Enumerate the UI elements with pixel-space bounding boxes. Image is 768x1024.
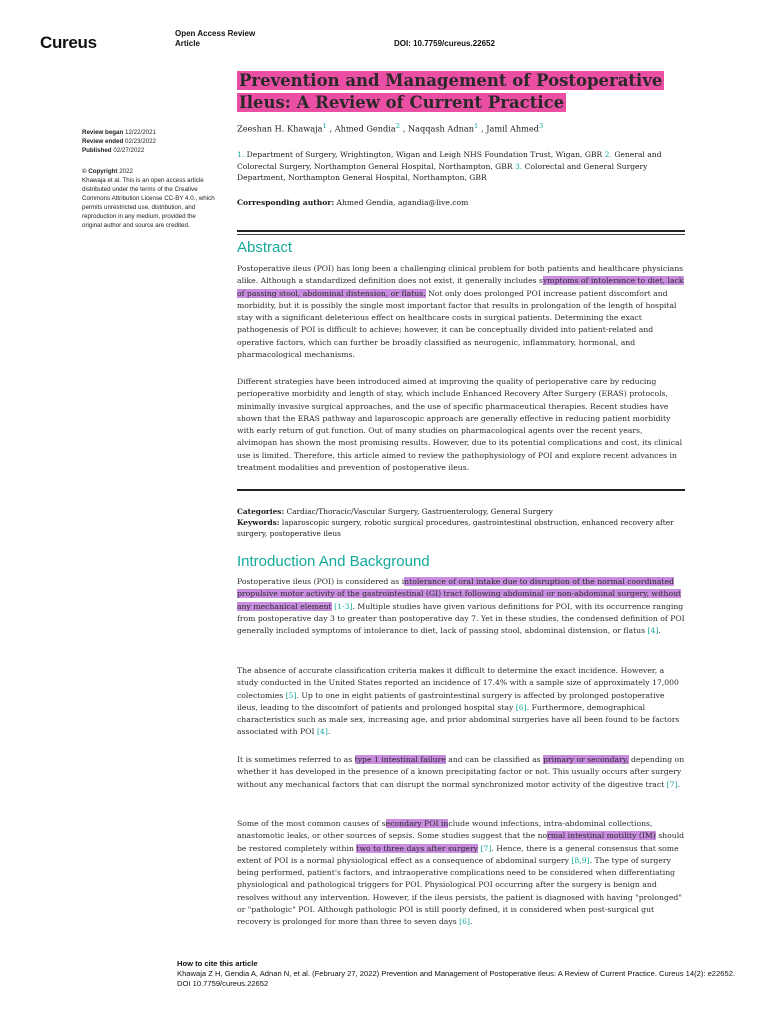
highlighted-text: ntolerance of oral intake due to disruption of the normal coordinated propulsive motor activity of the gastrointestinal (GI) tract following abdominal or non-abdominal surgery, without any mechanical element	[237, 577, 682, 611]
categories-label: Categories:	[237, 507, 285, 516]
text-run: .	[327, 727, 331, 737]
affiliation-number: 2.	[604, 150, 612, 159]
text-run: clude wound infections, intra-abdominal collections, anastomotic leaks, or other sources of sepsis. Some studies suggest that the no	[237, 819, 653, 841]
doi-header[interactable]: DOI: 10.7759/cureus.22652	[394, 39, 495, 48]
categories-block	[237, 506, 685, 539]
license-text: Khawaja et al. This is an open access article distributed under the terms of the Creative Commons Attribution License CC-BY 4.0., which permits unrestricted use, distribution, and reproduction in any medium, provided the original author and source are credited.	[82, 177, 215, 229]
corresponding-author	[237, 198, 468, 207]
highlighted-text: econdary POI in	[385, 819, 449, 828]
affiliation-text: Colorectal and General Surgery Department, Northampton General Hospital, Northampton, GBR	[237, 161, 648, 182]
text-run: Postoperative ileus (POI) has long been a challenging clinical problem for both patients and healthcare physicians alike. Although a standardized definition does not exist, it generally includes s	[237, 264, 684, 286]
keywords-label: Keywords:	[237, 518, 280, 527]
author-name[interactable]: Zeeshan H. Khawaja	[237, 123, 323, 134]
text-run: . Up to one in eight patients of gastrointestinal surgery is affected by prolonged postoperative ileus, leading to the discomfort of patients and prolonged hospital stay	[237, 690, 665, 712]
cite-heading: How to cite this article	[177, 959, 258, 968]
author-separator: ,	[478, 123, 487, 134]
text-run: .	[677, 779, 681, 789]
divider	[237, 234, 685, 235]
citation-link[interactable]: [6]	[459, 917, 470, 926]
author-name[interactable]: Jamil Ahmed	[486, 123, 539, 134]
author-name[interactable]: Ahmed Gendia	[334, 123, 396, 134]
affiliation-text: Department of Surgery, Wrightington, Wigan and Leigh NHS Foundation Trust, Wigan, GBR	[246, 150, 603, 159]
corresponding-value[interactable]: Ahmed Gendia, agandia@live.com	[336, 198, 469, 207]
article-type-line2: Article	[175, 39, 200, 48]
author-affil-sup: 2	[395, 122, 401, 130]
citation-link[interactable]: [8,9]	[571, 855, 590, 865]
citation-link[interactable]: [4]	[647, 626, 659, 635]
highlighted-text: rmal intestinal motility (IM)	[547, 831, 656, 841]
text-run: . Multiple studies have given various definitions for POI, with its occurrence ranging from postoperative day 3 to greater than postoperative day 7. Yet in these studies, the condensed definition of POI generally included symptoms of intolerance to diet, lack of passing stool, abdominal distension, or flatus	[237, 601, 685, 635]
published-label: Published	[82, 147, 112, 154]
published-date: 02/27/2022	[113, 147, 145, 154]
citation-link[interactable]: [1-3]	[331, 601, 353, 611]
text-run: . The type of surgery being performed, patient's factors, and intraoperative complications need to be considered when differentiating physiological and pathological triggers for POI. Physiological POI occurring after the surgery is benign and resolves without any intervention. However, if the ileus persists, the patient is diagnosed with having "prolonged" or "pathologic" POI. Although pathologic POI is still poorly defined, it is considered when post-surgical gut recovery is prolonged for more than three to seven days	[237, 855, 682, 926]
text-run: Some of the most common causes of s	[237, 819, 386, 828]
abstract-paragraph-1	[237, 263, 685, 361]
highlighted-text: type 1 intestinal failure	[354, 755, 446, 764]
author-name[interactable]: Naqqash Adnan	[407, 123, 475, 134]
article-title	[237, 70, 677, 114]
review-began	[82, 128, 217, 137]
author-affil-sup: 1	[474, 122, 479, 130]
author-list	[237, 122, 543, 134]
intro-paragraph-2	[237, 665, 685, 739]
divider	[237, 489, 685, 491]
categories-value[interactable]: Cardiac/Thoracic/Vascular Surgery, Gastroenterology, General Surgery	[286, 507, 553, 516]
copyright-label: © Copyright	[82, 168, 118, 175]
title-line2: Ileus: A Review of Current Practice	[239, 93, 565, 112]
text-run: . Furthermore, demographical characteristics such as male sex, increasing age, and prior abdominal surgeries have all been found to be factors associated with POI	[237, 702, 680, 737]
abstract-paragraph-2: Different strategies have been introduced aimed at improving the quality of perioperative care by reducing perioperative morbidity and length of stay, which include Enhanced Recovery After Surgery (ERAS) protocols, minimally invasive surgical approaches, and the use of specific pharmaceutical therapies. Recent studies have shown that the ERAS pathway and laparoscopic approach are generally effective in reducing patient morbidity with early return of gut function. Out of many studies on pharmacological agents over the recent years, alvimopan has shown the most promising results. However, due to its potential complications and cost, its clinical use is limited. Therefore, this article aimed to review the pathophysiology of POI and explore recent advances in treatment modalities and prevention of postoperative ileus.	[237, 377, 683, 472]
highlighted-text: two to three days after surgery	[356, 843, 479, 853]
text-run: The absence of accurate classification criteria makes it difficult to determine the exact incidence. However, a study conducted in the United States reported an incidence of 17.4% with a sample size of approximately 17,000 colectomies	[237, 666, 679, 700]
cite-text: Khawaja Z H, Gendia A, Adnan N, et al. (February 27, 2022) Prevention and Management of Postoperative Ileus: A Review of Current Practice. Cureus 14(2): e22652. DOI 10.7759/cureus.22652	[177, 969, 736, 988]
copyright-block	[82, 167, 217, 230]
review-began-label: Review began	[82, 129, 124, 136]
affiliation-number: 3.	[514, 161, 523, 171]
highlighted-text: primary or secondary,	[543, 755, 629, 764]
published	[82, 146, 217, 155]
citation-link[interactable]: [6]	[515, 702, 527, 712]
how-to-cite	[177, 959, 747, 989]
keywords-value: laparoscopic surgery, robotic surgical procedures, gastrointestinal obstruction, enhanced recovery after surgery, postoperative ileus	[237, 518, 674, 538]
article-type-line1: Open Access Review	[175, 29, 256, 38]
affiliations	[237, 149, 667, 184]
text-run: It is sometimes referred to as	[237, 755, 355, 764]
review-dates	[82, 128, 217, 155]
author-affil-sup: 1	[322, 122, 327, 130]
divider	[237, 230, 685, 232]
introduction-heading: Introduction And Background	[237, 553, 430, 570]
citation-link[interactable]: [7]	[478, 843, 492, 853]
author-affil-sup: 3	[539, 122, 544, 130]
copyright-year: 2022	[119, 168, 133, 175]
review-ended-date: 02/23/2022	[125, 138, 156, 145]
affiliation-number: 1.	[237, 150, 245, 159]
text-run: Postoperative ileus (POI) is considered as i	[237, 577, 405, 586]
citation-link[interactable]: [7]	[666, 779, 678, 789]
review-began-date: 12/22/2021	[125, 129, 156, 136]
text-run: .	[469, 917, 473, 926]
text-run: Not only does prolonged POI increase patient discomfort and morbidity, but it is possibly the single most important factor that results in prolongation of the length of hospital stay with a significant deleterious effect on healthcare costs in surgical patients. Determining the exact pathogenesis of POI is difficult to achieve; however, it can be conceptually divided into patient-related and operative factors, which can further be broadly classified as neurogenic, inflammatory, hormonal, and pharmacological mechanisms.	[237, 288, 677, 359]
text-run: should be restored completely within	[237, 831, 685, 853]
corresponding-label: Corresponding author:	[237, 198, 335, 207]
article-type	[175, 29, 255, 49]
text-run: and can be classified as	[445, 755, 544, 764]
review-ended-label: Review ended	[82, 138, 124, 145]
abstract-heading: Abstract	[237, 239, 293, 256]
highlighted-text: ymptoms of intolerance to diet, lack of passing stool, abdominal distension, or flatus.	[237, 276, 684, 298]
affiliation-text: General and Colorectal Surgery, Northampton General Hospital, Northampton, GBR	[237, 150, 662, 171]
text-run: .	[658, 626, 661, 635]
text-run: . Hence, there is a general consensus that some extent of POI is a normal physiological effect as a consequence of abdominal surgery	[237, 843, 679, 865]
author-separator: ,	[326, 123, 335, 134]
title-line1: Prevention and Management of Postoperative	[239, 71, 663, 90]
review-ended	[82, 137, 217, 146]
text-run: depending on whether it has developed in the presence of a known precipitating factor or not. This usually occurs after surgery without any mechanical factors that can disrupt the normal synchronized motor activity of the digestive tract	[237, 755, 685, 789]
intro-paragraph-1	[237, 576, 685, 637]
author-separator: ,	[400, 123, 408, 134]
journal-logo: Cureus	[40, 33, 97, 52]
citation-link[interactable]: [5]	[285, 690, 297, 700]
citation-link[interactable]: [4]	[316, 727, 328, 737]
intro-paragraph-3	[237, 754, 685, 791]
intro-paragraph-4	[237, 818, 685, 928]
